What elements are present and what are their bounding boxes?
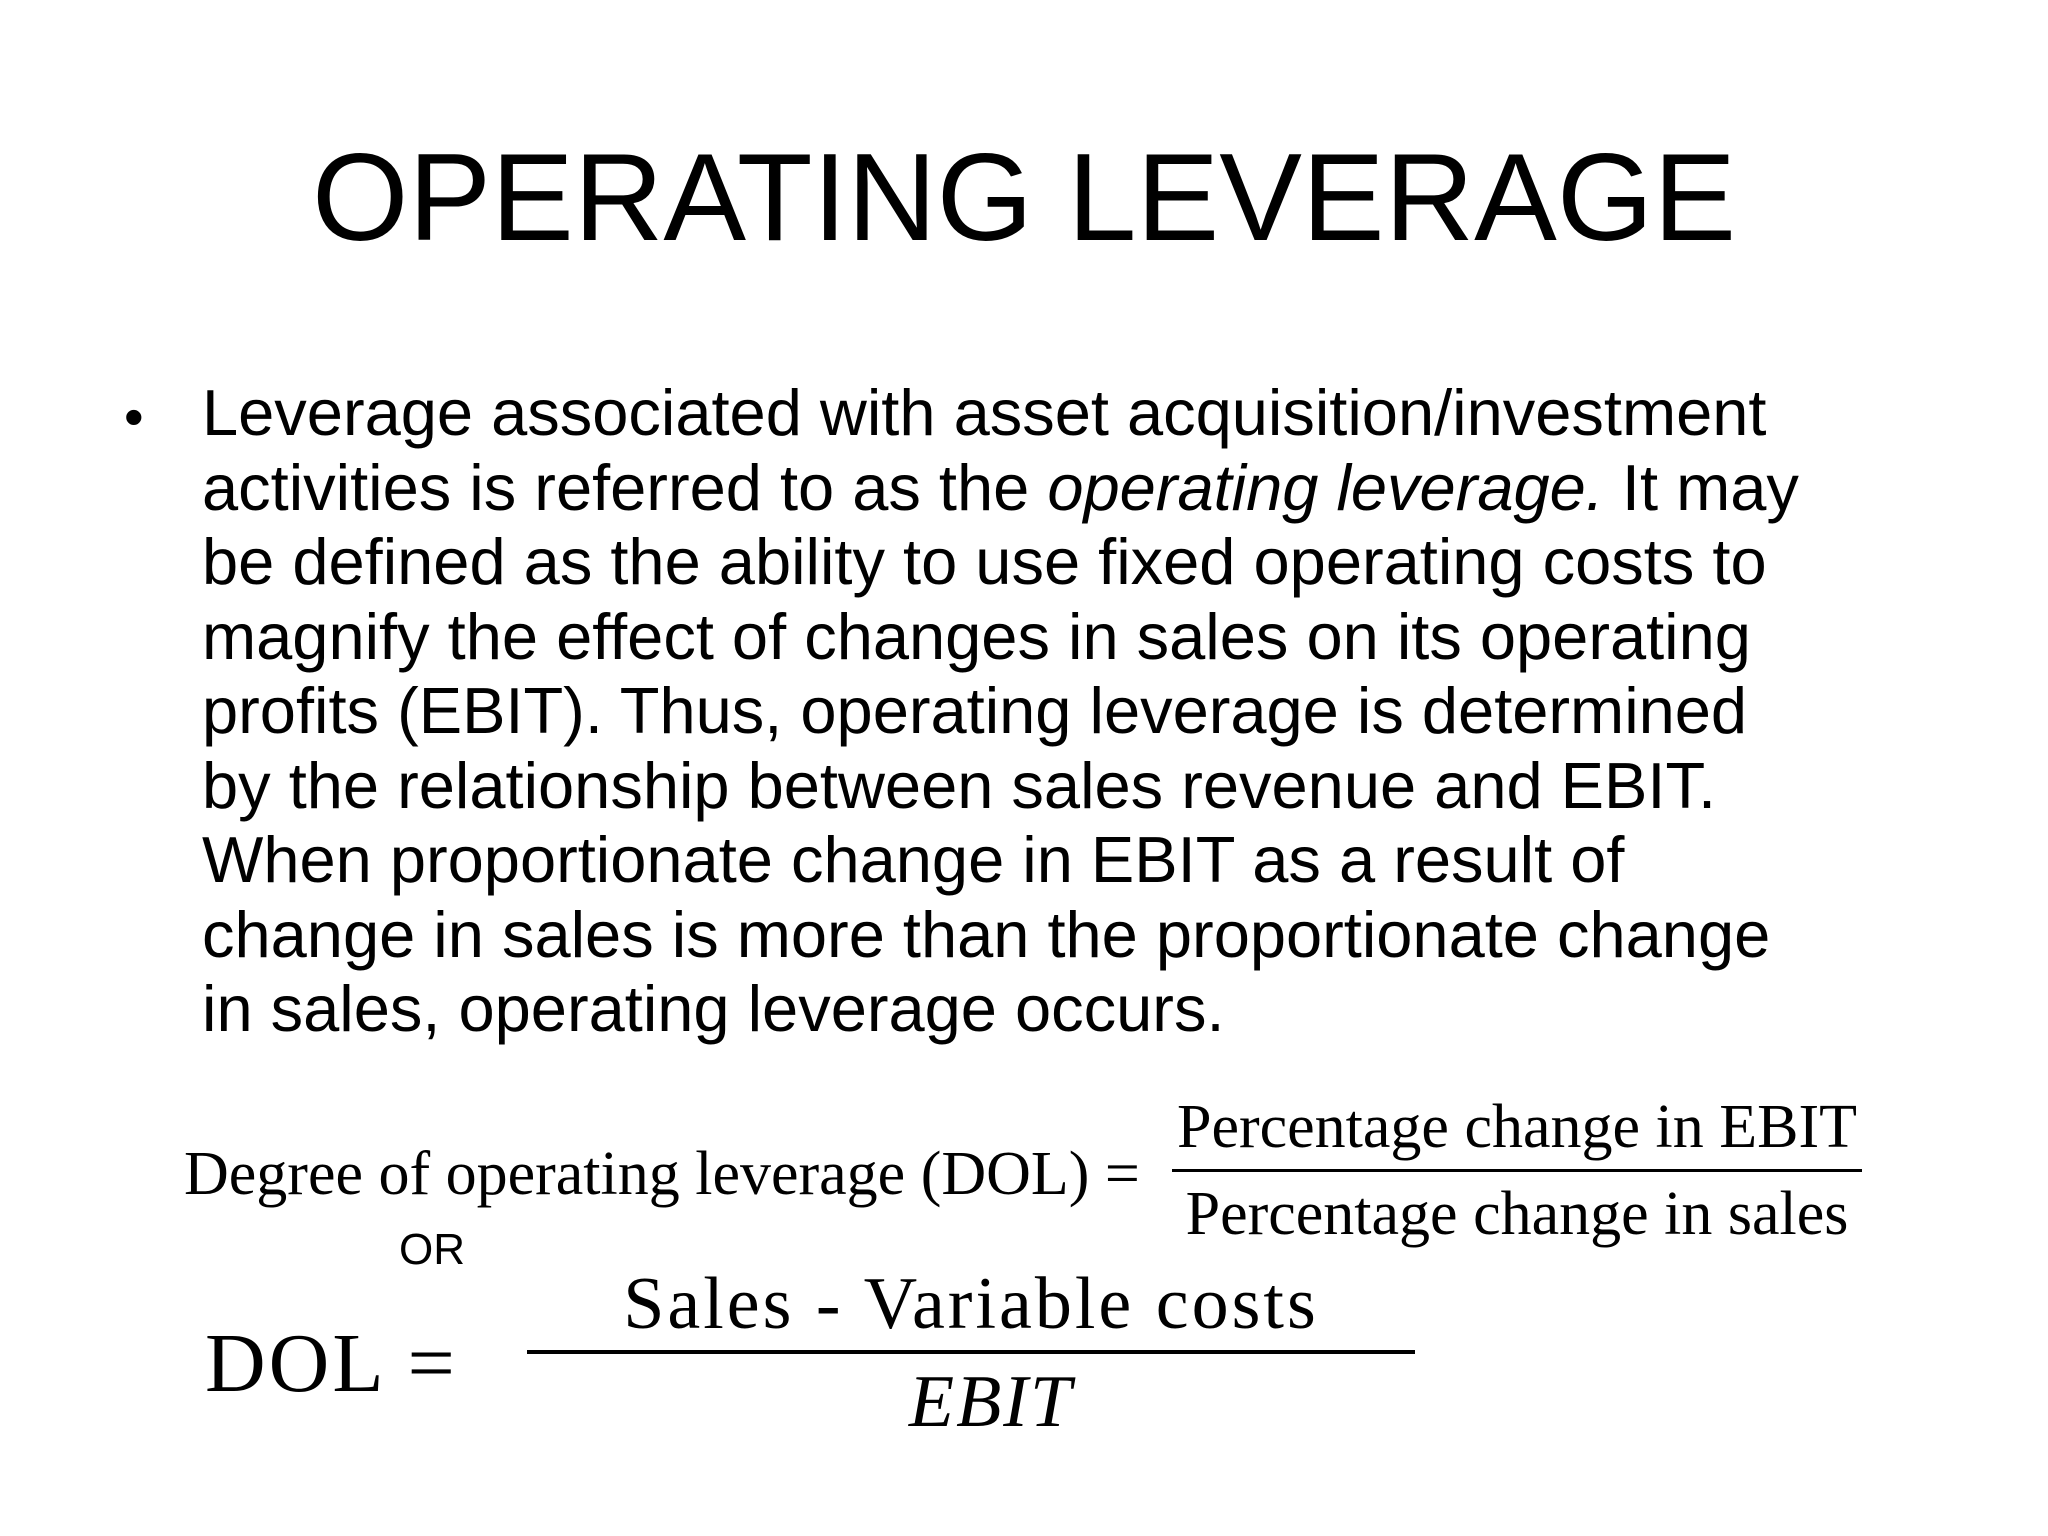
formula-numerator: Sales - Variable costs [623, 1263, 1319, 1345]
bullet-line: change in sales is more than the proportionate change [202, 897, 1771, 971]
formula-numerator: Percentage change in EBIT [1177, 1093, 1857, 1161]
formula-fraction [527, 1262, 1415, 1444]
bullet-line-text: It may [1603, 450, 1799, 524]
bullet-line: When proportionate change in EBIT as a result of [202, 823, 1625, 896]
fraction-bar [527, 1350, 1415, 1354]
formula-denominator: EBIT [908, 1361, 1074, 1443]
bullet-line: be defined as the ability to use fixed operating costs to [202, 525, 1767, 598]
bullet-line-text: activities is referred to as the [202, 450, 1048, 524]
emphasized-term: operating leverage. [1047, 450, 1604, 524]
bullet-paragraph [202, 376, 1962, 1047]
formula-lhs: Degree of operating leverage (DOL) = [184, 1140, 1140, 1208]
formula-lhs: DOL = [205, 1317, 458, 1410]
formula-fraction [1172, 1090, 1862, 1251]
bullet-line: profits (EBIT). Thus, operating leverage is determined [202, 674, 1748, 747]
bullet-line: by the relationship between sales revenue and EBIT. [202, 748, 1717, 822]
formula-denominator: Percentage change in sales [1185, 1180, 1849, 1248]
fraction-bar [1172, 1169, 1862, 1172]
bullet-line: magnify the effect of changes in sales on its operating [202, 599, 1751, 673]
slide-title: OPERATING LEVERAGE [311, 129, 1737, 267]
bullet-marker: • [124, 385, 144, 448]
bullet-line: in sales, operating leverage occurs. [202, 972, 1225, 1045]
bullet-line: Leverage associated with asset acquisition/investment [202, 376, 1767, 449]
bullet-line [202, 451, 1962, 526]
or-separator: OR [399, 1225, 465, 1274]
